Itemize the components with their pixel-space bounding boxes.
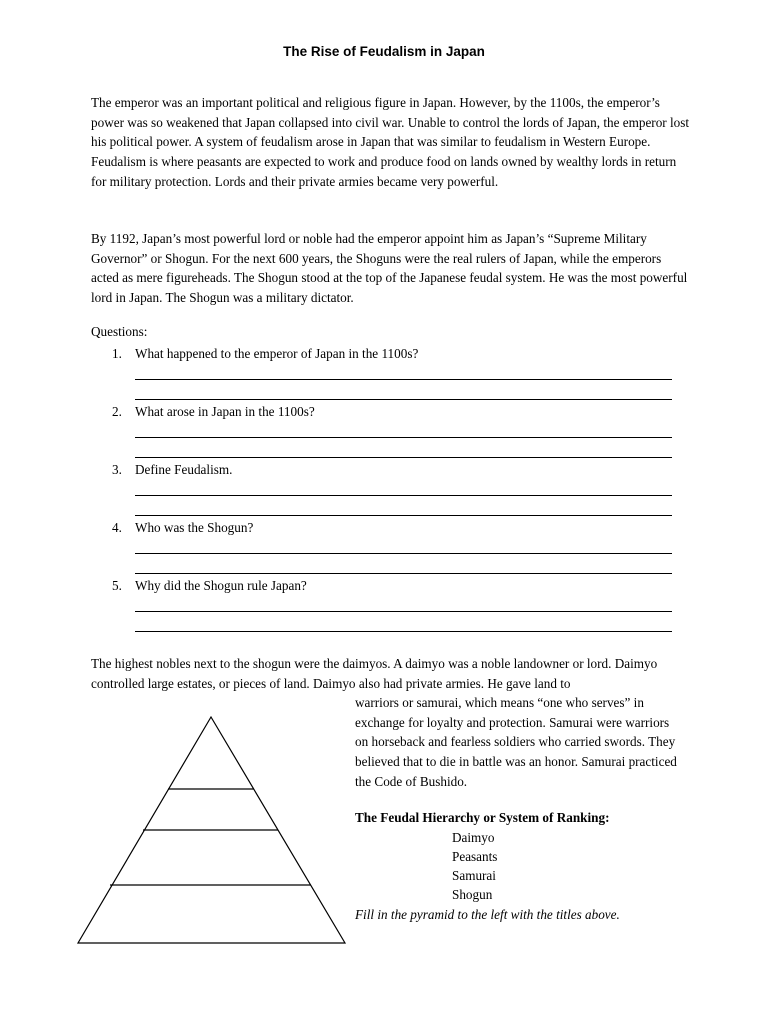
- question-text: What arose in Japan in the 1100s?: [135, 404, 315, 419]
- question-number: 5.: [112, 578, 122, 593]
- shogun-paragraph: By 1192, Japan’s most powerful lord or noble had the emperor appoint him as Japan’s “Supreme Military Governor” or Shogun. For the next 600 years, the Shoguns were the real rulers of Japan, while the emperors acted as mere figureheads. The Shogun stood at the top of the Japanese feudal system. He was the most powerful lord in Japan. The Shogun was a military dictator.: [91, 231, 688, 306]
- question-number: 3.: [112, 462, 122, 477]
- question-text: Who was the Shogun?: [135, 520, 254, 535]
- hierarchy-title: The Feudal Hierarchy or System of Ranking:: [355, 810, 610, 825]
- hierarchy-item: Samurai: [452, 868, 496, 883]
- pyramid-instruction: Fill in the pyramid to the left with the titles above.: [355, 907, 620, 922]
- hierarchy-item: Shogun: [452, 887, 493, 902]
- question-number: 4.: [112, 520, 122, 535]
- hierarchy-item: Daimyo: [452, 830, 495, 845]
- question-number: 2.: [112, 404, 122, 419]
- question-number: 1.: [112, 346, 122, 361]
- question-text: Why did the Shogun rule Japan?: [135, 578, 307, 593]
- intro-paragraph: The emperor was an important political and religious figure in Japan. However, by the 1100s, the emperor’s power was so weakened that Japan collapsed into civil war. Unable to control the lords of Japan, the emperor lost his political power. A system of feudalism arose in Japan that was similar to feudalism in Western Europe. Feudalism is where peasants are expected to work and produce food on lands owned by wealthy lords in return for military protection. Lords and their private armies became very powerful.: [91, 95, 690, 189]
- hierarchy-item: Peasants: [452, 849, 498, 864]
- question-text: What happened to the emperor of Japan in the 1100s?: [135, 346, 419, 361]
- questions-heading: Questions:: [91, 324, 148, 339]
- daimyo-paragraph: The highest nobles next to the shogun were the daimyos. A daimyo was a noble landowner or lord. Daimyo controlled large estates, or pieces of land. Daimyo also had private armies. He gave land to: [91, 656, 658, 691]
- question-text: Define Feudalism.: [135, 462, 233, 477]
- samurai-paragraph: warriors or samurai, which means “one who serves” in exchange for loyalty and protection. Samurai were warriors on horseback and fearless soldiers who carried swords. They believed that to die in battle was an honor. Samurai practiced the Code of Bushido.: [355, 695, 677, 789]
- document-title: The Rise of Feudalism in Japan: [283, 44, 485, 59]
